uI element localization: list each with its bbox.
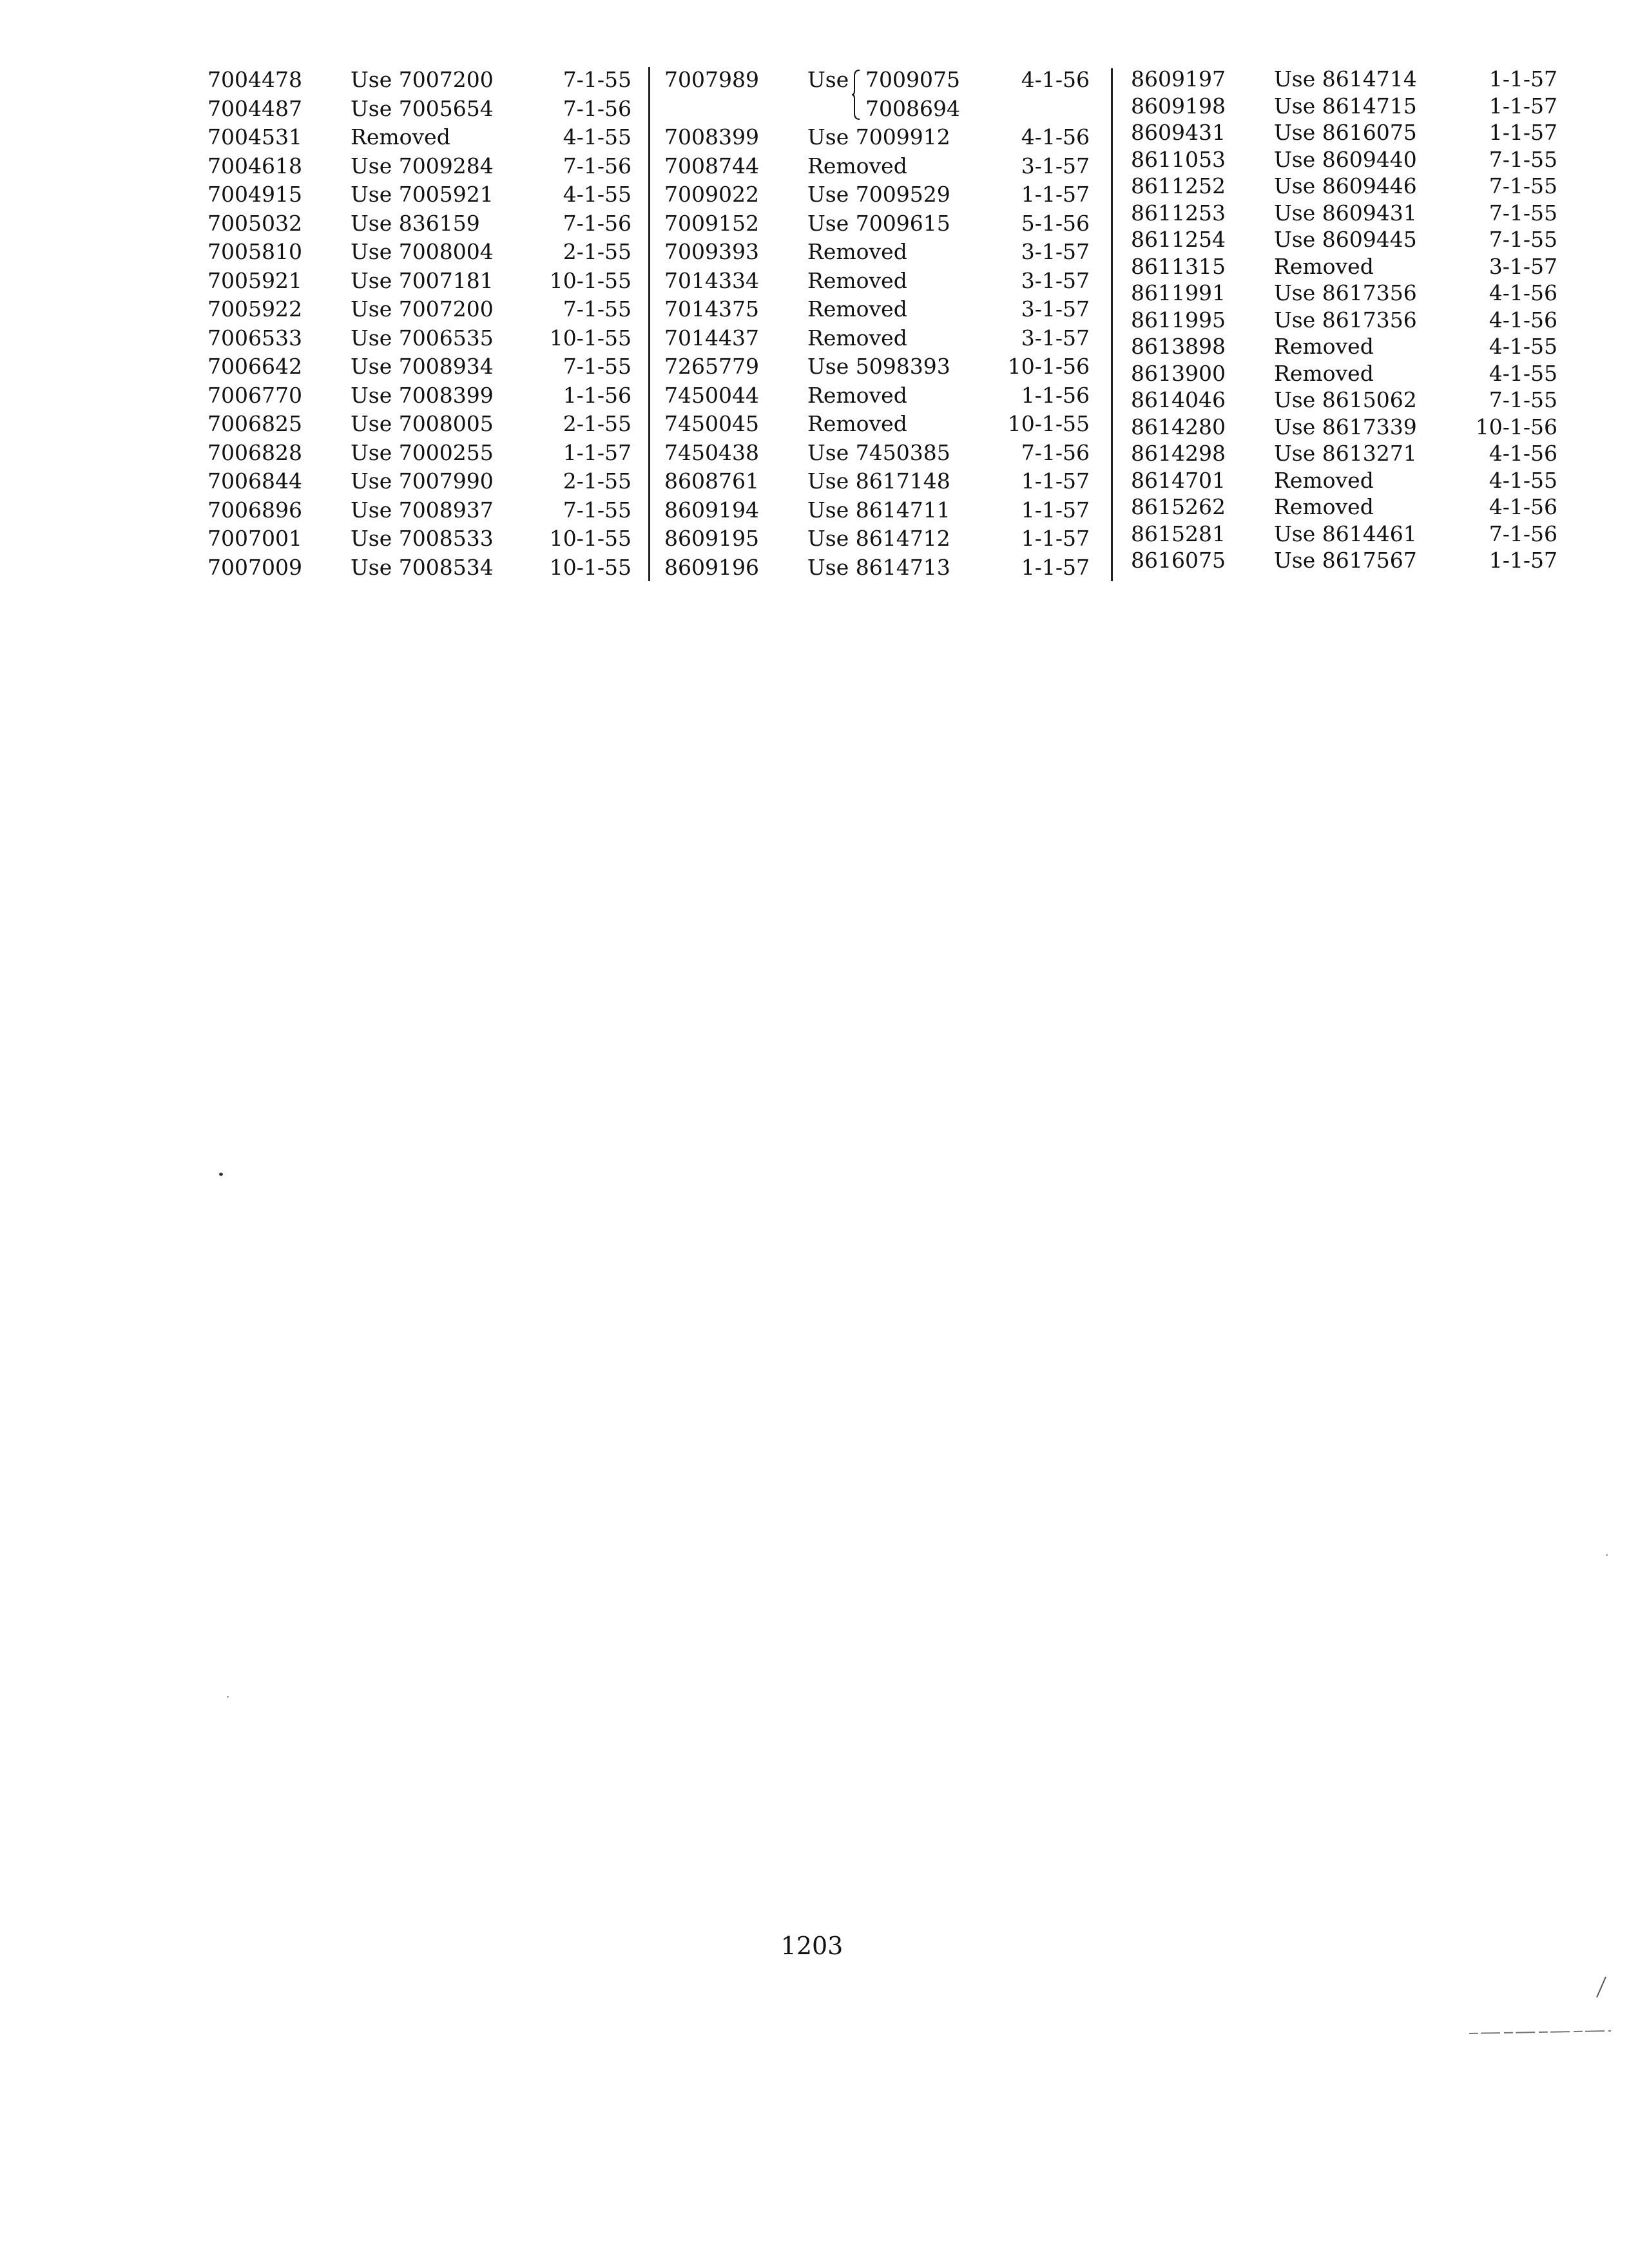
- effective-date: 10-1-55: [1007, 411, 1090, 436]
- instruction: Use 8616075: [1274, 120, 1417, 145]
- instruction: Use 7008533: [351, 526, 494, 551]
- part-number: 7014375: [664, 296, 759, 322]
- part-number: 8609431: [1131, 120, 1226, 145]
- instruction: Use 7008004: [351, 239, 494, 264]
- table-row: [664, 381, 1090, 410]
- table-row: [1131, 307, 1557, 334]
- table-row: [207, 553, 631, 582]
- part-number: 7450044: [664, 382, 759, 408]
- part-number: 7007009: [207, 554, 302, 580]
- table-row: [1131, 547, 1557, 574]
- part-number: 7450438: [664, 439, 759, 465]
- table-row: [664, 352, 1090, 381]
- instruction: Use 7009529: [807, 182, 950, 207]
- instruction: Removed: [807, 382, 907, 408]
- instruction: Removed: [807, 267, 907, 293]
- effective-date: 3-1-57: [1021, 153, 1090, 178]
- instruction: Use 8609440: [1274, 146, 1417, 172]
- instruction: Removed: [1274, 494, 1374, 519]
- part-number: 7004478: [207, 67, 302, 92]
- table-row: [664, 209, 1090, 238]
- part-number: 7006896: [207, 497, 302, 523]
- instruction: Removed: [1274, 467, 1374, 493]
- instruction: Removed: [807, 153, 907, 178]
- part-number: 7004531: [207, 124, 302, 149]
- instruction: Use 7008005: [351, 411, 494, 436]
- part-number: 7007001: [207, 526, 302, 551]
- effective-date: 4-1-56: [1489, 280, 1557, 305]
- table-row: [1131, 280, 1557, 307]
- effective-date: 7-1-55: [1489, 173, 1557, 198]
- instruction: Use 8614461: [1274, 521, 1417, 546]
- effective-date: 3-1-57: [1021, 239, 1090, 264]
- part-number: 8611053: [1131, 146, 1226, 172]
- part-number: 8614046: [1131, 387, 1226, 412]
- instruction: Use 7007181: [351, 267, 494, 293]
- instruction: Use 7008399: [351, 382, 494, 408]
- effective-date: 4-1-56: [1489, 441, 1557, 466]
- table-row: [207, 467, 631, 496]
- part-number: 8611315: [1131, 253, 1226, 279]
- instruction: Removed: [351, 124, 450, 149]
- instruction: Removed: [1274, 253, 1374, 279]
- table-row: [207, 95, 631, 124]
- instruction: Use 7009615: [807, 210, 950, 236]
- instruction: Use 7007200: [351, 296, 494, 322]
- effective-date: 3-1-57: [1021, 267, 1090, 293]
- table-row: [1131, 360, 1557, 387]
- pencil-mark-icon: [1463, 1972, 1617, 2042]
- table-row: [664, 496, 1090, 525]
- effective-date: 2-1-55: [563, 468, 631, 494]
- table-row: [1131, 387, 1557, 414]
- effective-date: 1-1-56: [563, 382, 631, 408]
- table-row: [664, 410, 1090, 439]
- effective-date: 1-1-57: [1489, 120, 1557, 145]
- table-row: [1131, 333, 1557, 360]
- part-number: 7009152: [664, 210, 759, 236]
- part-number: 8609198: [1131, 93, 1226, 119]
- instruction: Use 8615062: [1274, 387, 1417, 412]
- part-number: 8614280: [1131, 414, 1226, 439]
- effective-date: 7-1-56: [563, 95, 631, 121]
- part-number: 7008744: [664, 153, 759, 178]
- table-row: [1131, 494, 1557, 521]
- part-number: 7014334: [664, 267, 759, 293]
- effective-date: 1-1-57: [1489, 66, 1557, 91]
- table-row: [664, 439, 1090, 468]
- effective-date: 5-1-56: [1021, 210, 1090, 236]
- instruction: Use 8609431: [1274, 200, 1417, 226]
- table-row: [207, 439, 631, 468]
- instruction: Use 8614714: [1274, 66, 1417, 91]
- instruction: Use 8614712: [807, 526, 950, 551]
- instruction: Use 7008937: [351, 497, 494, 523]
- part-number: 7006828: [207, 439, 302, 465]
- part-number: 8608761: [664, 468, 759, 494]
- instruction: Use 7009912: [807, 124, 950, 149]
- scan-speck: [219, 1173, 223, 1176]
- table-row: [207, 238, 631, 267]
- effective-date: 7-1-55: [1489, 227, 1557, 252]
- part-number: 7004915: [207, 182, 302, 207]
- effective-date: 10-1-55: [549, 267, 631, 293]
- table-row: [207, 324, 631, 353]
- effective-date: 1-1-57: [1021, 554, 1090, 580]
- part-number: 8616075: [1131, 548, 1226, 573]
- table-row: [1131, 521, 1557, 548]
- column-divider: [1111, 68, 1113, 581]
- table-row: [207, 152, 631, 181]
- instruction: Use 8617339: [1274, 414, 1417, 439]
- part-number: 8613900: [1131, 360, 1226, 386]
- table-row: [207, 410, 631, 439]
- table-row: [207, 66, 631, 95]
- effective-date: 3-1-57: [1489, 253, 1557, 279]
- part-number: 8615262: [1131, 494, 1226, 519]
- instruction: Use 7008534: [351, 554, 494, 580]
- curly-brace-icon: [851, 70, 860, 120]
- part-number: 7005032: [207, 210, 302, 236]
- table-row: [1131, 414, 1557, 441]
- effective-date: 4-1-56: [1021, 67, 1090, 92]
- table-row: [664, 152, 1090, 181]
- part-number: 7004487: [207, 95, 302, 121]
- part-number: 7004618: [207, 153, 302, 178]
- effective-date: 4-1-55: [563, 182, 631, 207]
- effective-date: 7-1-55: [563, 354, 631, 379]
- instruction: Use 8617356: [1274, 280, 1417, 305]
- table-row: [664, 123, 1090, 152]
- instruction: Use 7000255: [351, 439, 494, 465]
- table-row: [664, 524, 1090, 553]
- table-row: [664, 180, 1090, 209]
- effective-date: 3-1-57: [1021, 296, 1090, 322]
- table-row: [1131, 226, 1557, 253]
- table-row-multi: [664, 66, 1090, 123]
- effective-date: 2-1-55: [563, 239, 631, 264]
- table-row: [1131, 200, 1557, 227]
- effective-date: 7-1-55: [1489, 200, 1557, 226]
- listing-column-1: [207, 66, 631, 582]
- part-number: 8615281: [1131, 521, 1226, 546]
- effective-date: 1-1-57: [1021, 497, 1090, 523]
- instruction: Use 7007200: [351, 67, 494, 92]
- part-number: 8614701: [1131, 467, 1226, 493]
- alternative-part: 7008694: [865, 95, 960, 121]
- effective-date: 10-1-55: [549, 325, 631, 351]
- instruction: Use 8609446: [1274, 173, 1417, 198]
- part-number: 8611995: [1131, 307, 1226, 332]
- instruction: Removed: [1274, 360, 1374, 386]
- instruction: Use 7450385: [807, 439, 950, 465]
- instruction: Use 7005654: [351, 95, 494, 121]
- effective-date: 1-1-57: [563, 439, 631, 465]
- table-row: [207, 496, 631, 525]
- table-row: [664, 295, 1090, 324]
- table-row: [207, 267, 631, 296]
- part-number: 8609197: [1131, 66, 1226, 91]
- listing-column-2: [664, 66, 1090, 582]
- instruction: Use 8617356: [1274, 307, 1417, 332]
- effective-date: 1-1-57: [1021, 468, 1090, 494]
- use-word: Use: [807, 67, 849, 92]
- table-row: [207, 295, 631, 324]
- instruction: Removed: [807, 325, 907, 351]
- effective-date: 7-1-56: [563, 153, 631, 178]
- scan-speck: [1606, 1554, 1608, 1556]
- part-number: 8614298: [1131, 441, 1226, 466]
- instruction: Use 8609445: [1274, 227, 1417, 252]
- effective-date: 4-1-56: [1021, 124, 1090, 149]
- instruction: Use 836159: [351, 210, 480, 236]
- instruction: Use 8614715: [1274, 93, 1417, 119]
- part-number: 8611253: [1131, 200, 1226, 226]
- effective-date: 4-1-55: [1489, 360, 1557, 386]
- part-number: 8609196: [664, 554, 759, 580]
- table-row: [207, 381, 631, 410]
- part-number: 7006642: [207, 354, 302, 379]
- effective-date: 4-1-56: [1489, 307, 1557, 332]
- table-row: [207, 209, 631, 238]
- table-row: [664, 467, 1090, 496]
- instruction: Use 7007990: [351, 468, 494, 494]
- part-number: 8611252: [1131, 173, 1226, 198]
- effective-date: 7-1-56: [1489, 521, 1557, 546]
- part-number: 7005922: [207, 296, 302, 322]
- part-number: 7005921: [207, 267, 302, 293]
- effective-date: 7-1-55: [563, 296, 631, 322]
- part-number: 7006844: [207, 468, 302, 494]
- instruction: Use 8614713: [807, 554, 950, 580]
- part-number: 8611991: [1131, 280, 1226, 305]
- effective-date: 4-1-55: [563, 124, 631, 149]
- table-row: [1131, 66, 1557, 93]
- effective-date: 4-1-55: [1489, 334, 1557, 359]
- part-number: 7006533: [207, 325, 302, 351]
- effective-date: 1-1-57: [1021, 526, 1090, 551]
- instruction: Removed: [807, 296, 907, 322]
- part-number: 7009022: [664, 182, 759, 207]
- effective-date: 4-1-56: [1489, 494, 1557, 519]
- effective-date: 3-1-57: [1021, 325, 1090, 351]
- part-number: 7007989: [664, 67, 759, 92]
- part-number: 7014437: [664, 325, 759, 351]
- table-row: [664, 267, 1090, 296]
- table-row: [1131, 173, 1557, 200]
- part-number: 7008399: [664, 124, 759, 149]
- effective-date: 1-1-57: [1489, 93, 1557, 119]
- instruction: Use 8617148: [807, 468, 950, 494]
- instruction: Use 8617567: [1274, 548, 1417, 573]
- table-row: [1131, 119, 1557, 146]
- effective-date: 10-1-56: [1475, 414, 1557, 439]
- table-row: [1131, 440, 1557, 467]
- part-number: 7005810: [207, 239, 302, 264]
- listing-column-3: [1131, 66, 1557, 574]
- alternative-part: 7009075: [865, 67, 960, 92]
- part-number: 7006825: [207, 411, 302, 436]
- effective-date: 7-1-55: [563, 67, 631, 92]
- part-number: 8611254: [1131, 227, 1226, 252]
- table-row: [207, 352, 631, 381]
- instruction: Removed: [807, 239, 907, 264]
- table-row: [1131, 467, 1557, 494]
- part-number: 7265779: [664, 354, 759, 379]
- table-row: [664, 553, 1090, 582]
- instruction: Removed: [807, 411, 907, 436]
- page-number: 1203: [780, 1932, 843, 1960]
- instruction: Use 7009284: [351, 153, 494, 178]
- effective-date: 10-1-55: [549, 526, 631, 551]
- table-row: [1131, 146, 1557, 173]
- instruction: Use 7008934: [351, 354, 494, 379]
- effective-date: 1-1-56: [1021, 382, 1090, 408]
- effective-date: 7-1-55: [1489, 146, 1557, 172]
- table-row: [207, 180, 631, 209]
- table-row: [1131, 253, 1557, 280]
- table-row: [664, 238, 1090, 267]
- instruction: Use 7006535: [351, 325, 494, 351]
- effective-date: 7-1-56: [1021, 439, 1090, 465]
- effective-date: 1-1-57: [1489, 548, 1557, 573]
- column-divider: [648, 67, 650, 581]
- part-number: 8609195: [664, 526, 759, 551]
- effective-date: 7-1-55: [1489, 387, 1557, 412]
- effective-date: 7-1-56: [563, 210, 631, 236]
- table-row: [207, 123, 631, 152]
- instruction: Removed: [1274, 334, 1374, 359]
- effective-date: 4-1-55: [1489, 467, 1557, 493]
- effective-date: 7-1-55: [563, 497, 631, 523]
- scan-speck: [227, 1696, 229, 1698]
- table-row: [207, 524, 631, 553]
- part-number: 8613898: [1131, 334, 1226, 359]
- part-number: 7006770: [207, 382, 302, 408]
- part-number: 7009393: [664, 239, 759, 264]
- effective-date: 10-1-55: [549, 554, 631, 580]
- instruction: Use 7005921: [351, 182, 494, 207]
- part-number: 7450045: [664, 411, 759, 436]
- table-row: [1131, 93, 1557, 120]
- effective-date: 2-1-55: [563, 411, 631, 436]
- instruction: Use 8613271: [1274, 441, 1417, 466]
- effective-date: 10-1-56: [1007, 354, 1090, 379]
- table-row: [664, 324, 1090, 353]
- part-number: 8609194: [664, 497, 759, 523]
- instruction: Use 8614711: [807, 497, 950, 523]
- instruction: Use 5098393: [807, 354, 950, 379]
- effective-date: 1-1-57: [1021, 182, 1090, 207]
